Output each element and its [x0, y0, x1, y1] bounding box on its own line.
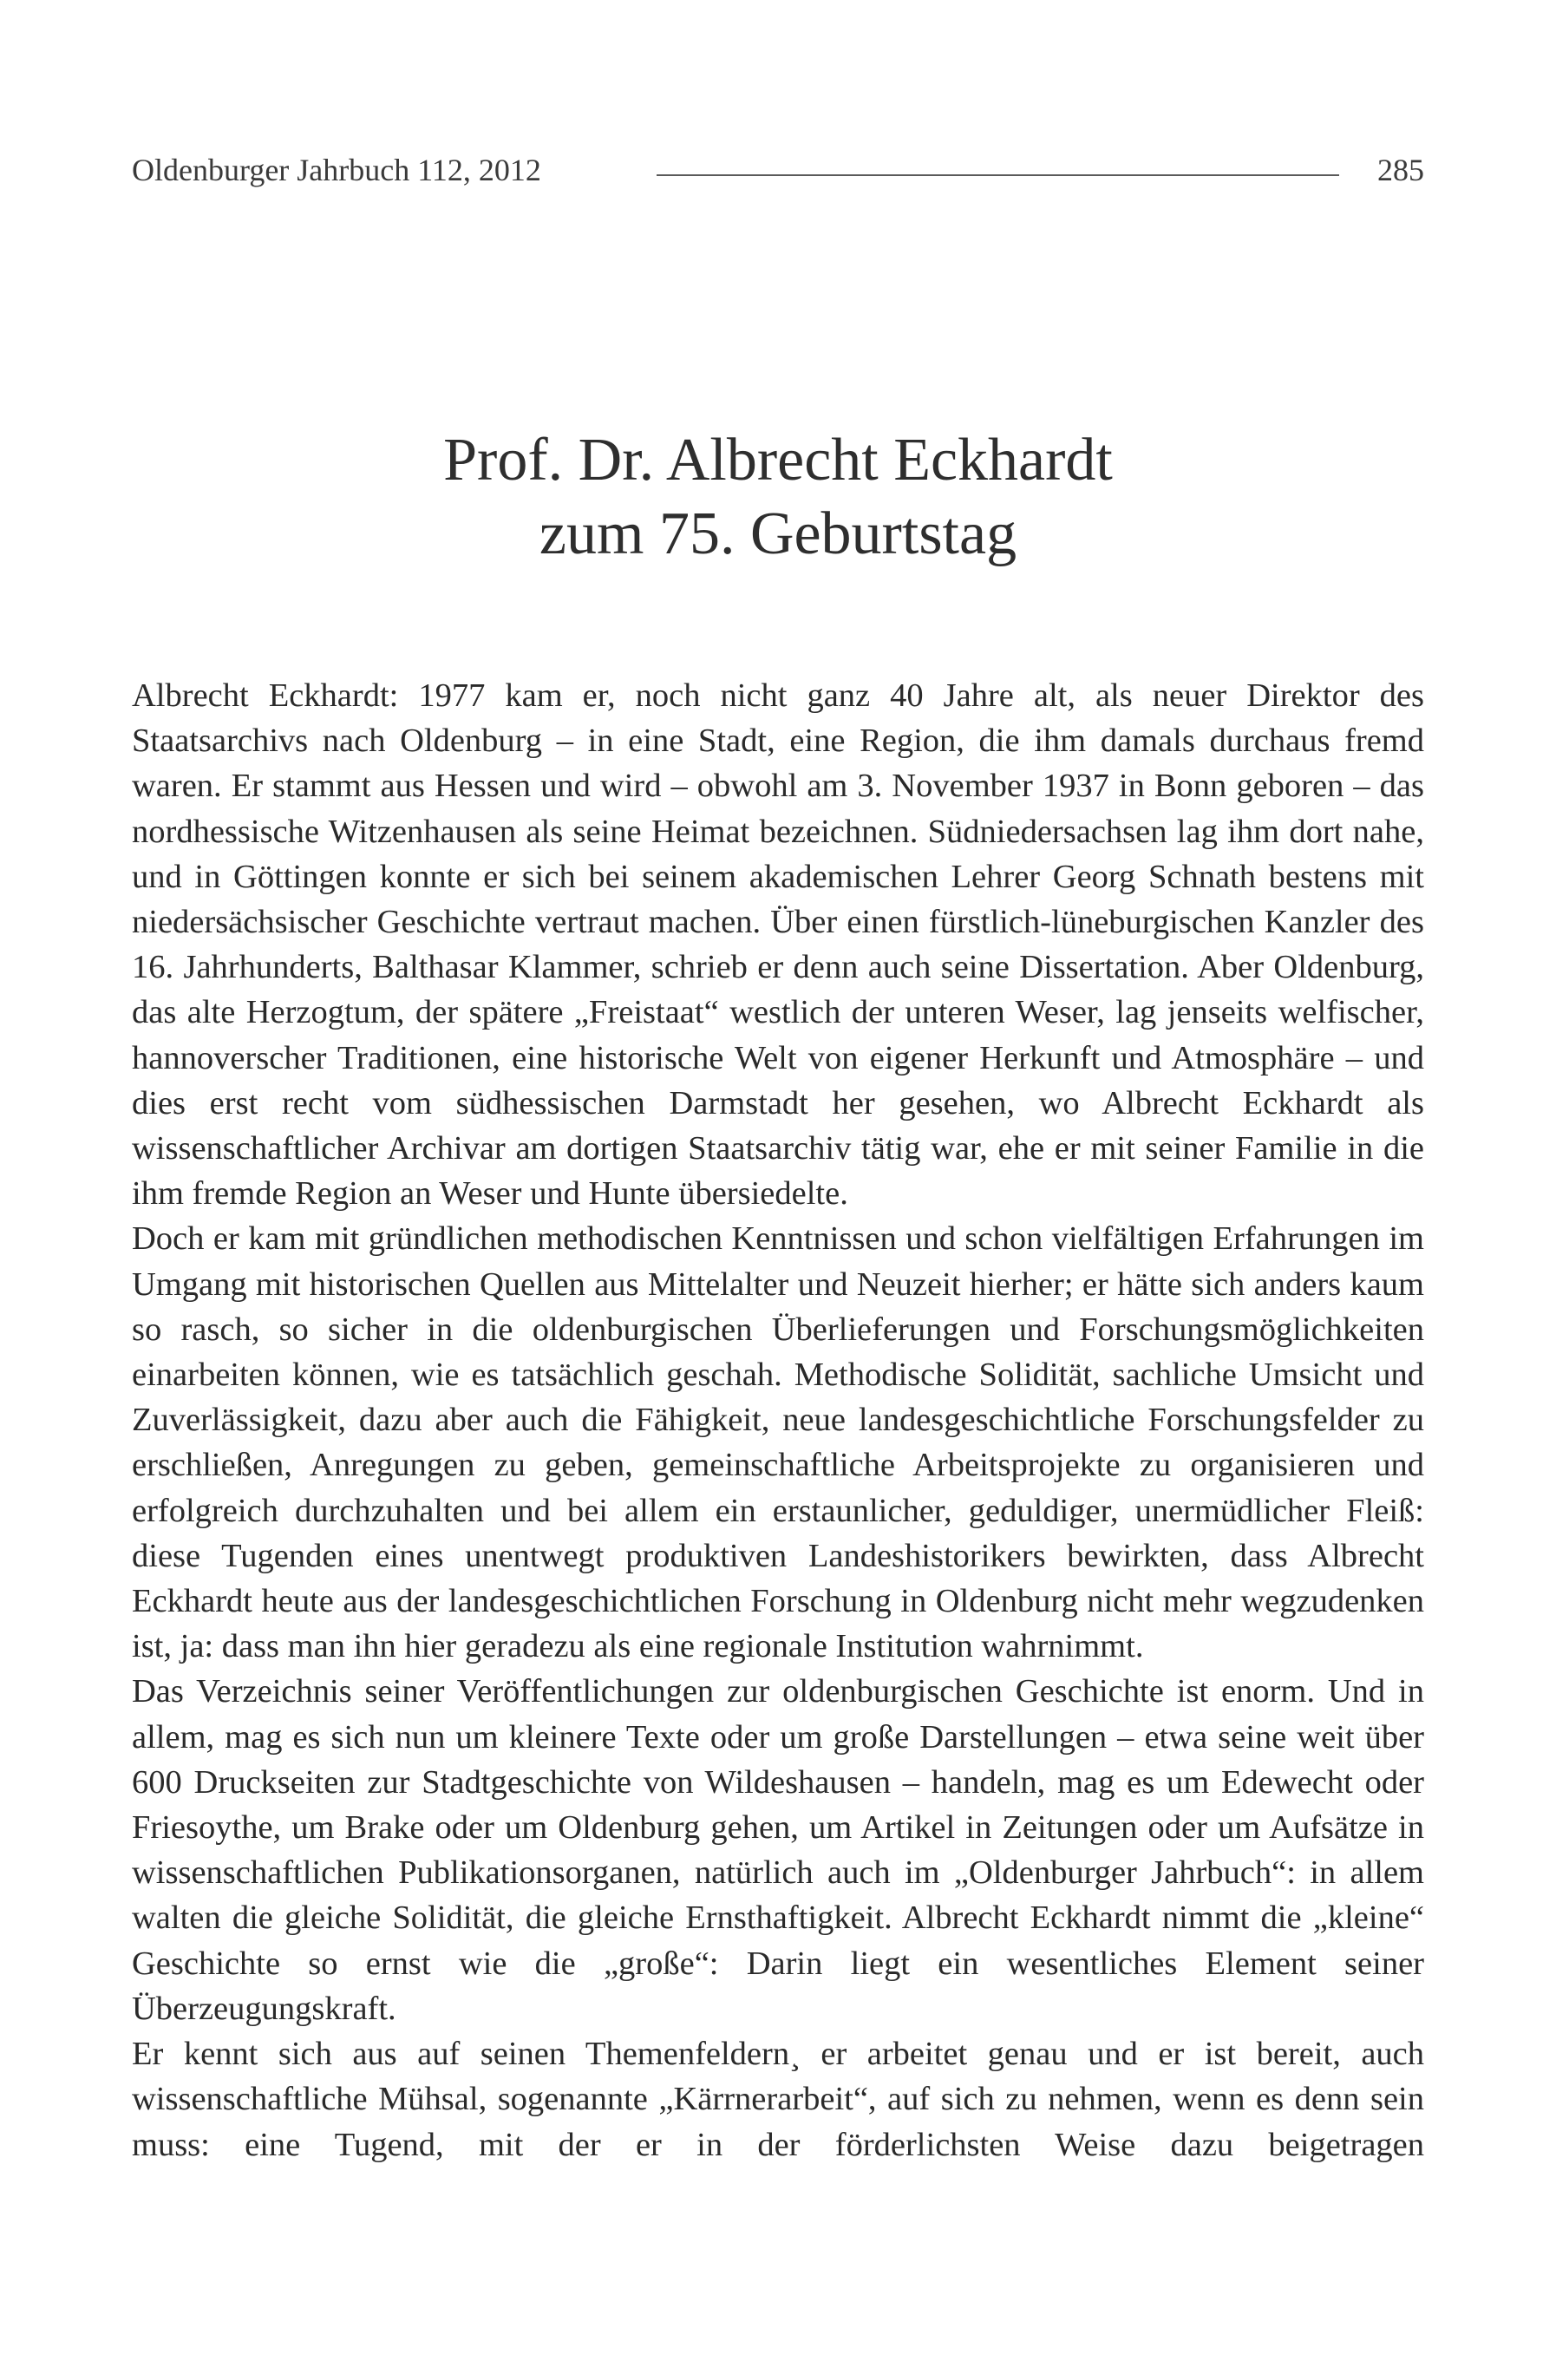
article-body	[132, 673, 1424, 2168]
article-title-line-1: Prof. Dr. Albrecht Eckhardt	[443, 427, 1113, 494]
paragraph-2: Doch er kam mit gründlichen methodischen Kenntnissen und schon vielfältigen Erfahrungen im Umgang mit historischen Quellen aus Mittelalter und Neuzeit hierher; er hätte sich anders kaum so rasch, so sicher in die oldenburgischen Überlieferungen und Forschungsmöglichkeiten einarbeiten können, wie es tatsächlich geschah. Methodische Solidität, sachliche Umsicht und Zuverlässigkeit, dazu aber auch die Fähigkeit, neue landesgeschichtliche Forschungsfelder zu erschließen, Anregungen zu geben, gemeinschaftliche Arbeitsprojekte zu organisieren und erfolgreich durchzuhalten und bei allem ein erstaunlicher, geduldiger, unermüdlicher Fleiß: diese Tugenden eines unentwegt produktiven Landeshistorikers bewirkten, dass Albrecht Eckhardt heute aus der landesgeschichtlichen Forschung in Oldenburg nicht mehr wegzudenken ist, ja: dass man ihn hier geradezu als eine regionale Institution wahrnimmt.	[132, 1220, 1424, 1665]
article-title-line-2: zum 75. Geburtstag	[539, 500, 1017, 567]
header-rule	[657, 174, 1339, 176]
paragraph-4: Er kennt sich aus auf seinen Themenfeldern¸ er arbeitet genau und er ist bereit, auch wissenschaftliche Mühsal, sogenannte „Kärrnerarbeit“, auf sich zu nehmen, wenn es denn sein muss: eine Tugend, mit der er in der förderlichsten Weise dazu beigetragen	[132, 2036, 1424, 2163]
article-title	[132, 423, 1424, 571]
running-header	[132, 152, 1424, 204]
page-number: 285	[1377, 153, 1424, 187]
paragraph-3: Das Verzeichnis seiner Veröffentlichungen zur oldenburgischen Geschichte ist enorm. Und in allem, mag es sich nun um kleinere Texte oder um große Darstellungen – etwa seine weit über 600 Druckseiten zur Stadtgeschichte von Wildeshausen – handeln, mag es um Edewecht oder Friesoythe, um Brake oder um Oldenburg gehen, um Artikel in Zeitungen oder um Aufsätze in wissenschaftlichen Publikationsorganen, natürlich auch im „Oldenburger Jahrbuch“: in allem walten die gleiche Solidität, die gleiche Ernsthaftigkeit. Albrecht Eckhardt nimmt die „kleine“ Geschichte so ernst wie die „große“: Darin liegt ein wesentliches Element seiner Überzeugungskraft.	[132, 1673, 1424, 2027]
paragraph-1: Albrecht Eckhardt: 1977 kam er, noch nicht ganz 40 Jahre alt, als neuer Direktor des Staatsarchivs nach Oldenburg – in eine Stadt, eine Region, die ihm damals durchaus fremd waren. Er stammt aus Hessen und wird – obwohl am 3. November 1937 in Bonn geboren – das nordhessische Witzenhausen als seine Heimat bezeichnen. Südniedersachsen lag ihm dort nahe, und in Göttingen konnte er sich bei seinem akademischen Lehrer Georg Schnath bestens mit niedersächsischer Geschichte vertraut machen. Über einen fürstlich-lüneburgischen Kanzler des 16. Jahrhunderts, Balthasar Klammer, schrieb er denn auch seine Dissertation. Aber Oldenburg, das alte Herzogtum, der spätere „Freistaat“ westlich der unteren Weser, lag jenseits welfischer, hannoverscher Traditionen, eine historische Welt von eigener Herkunft und Atmosphäre – und dies erst recht vom südhessischen Darmstadt her gesehen, wo Albrecht Eckhardt als wissenschaftlicher Archivar am dortigen Staatsarchiv tätig war, ehe er mit seiner Familie in die ihm fremde Region an Weser und Hunte übersiedelte.	[132, 677, 1424, 1213]
journal-title: Oldenburger Jahrbuch 112, 2012	[132, 153, 541, 187]
